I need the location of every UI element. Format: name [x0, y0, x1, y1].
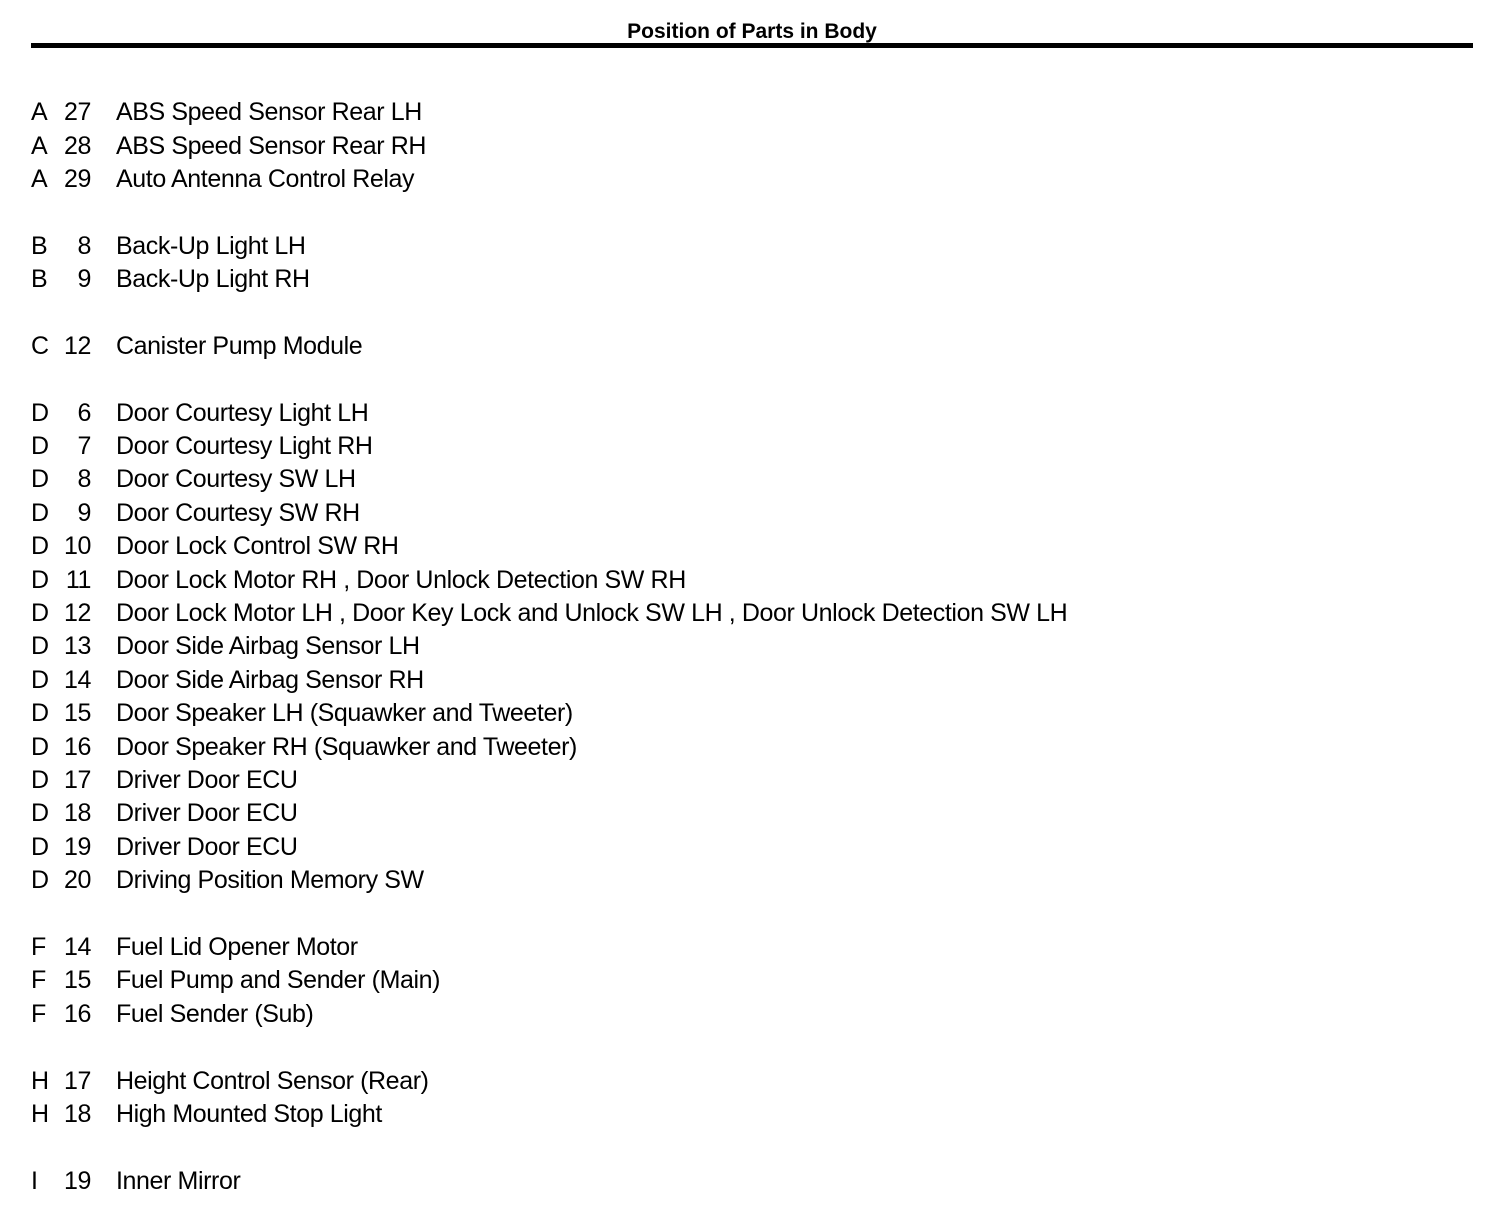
part-letter: I: [31, 1166, 38, 1195]
part-name: Auto Antenna Control Relay: [116, 164, 415, 193]
parts-group: [31, 96, 1471, 196]
part-letter: D: [31, 832, 49, 861]
part-number: 14: [63, 932, 91, 961]
part-name: Fuel Sender (Sub): [116, 999, 314, 1028]
parts-group: [31, 397, 1471, 898]
part-number: 15: [63, 966, 91, 995]
part-row: [31, 1165, 1471, 1198]
part-letter: B: [31, 265, 48, 294]
part-name: ABS Speed Sensor Rear LH: [116, 98, 422, 127]
part-row: [31, 831, 1471, 864]
part-letter: D: [31, 799, 49, 828]
part-row: [31, 463, 1471, 496]
parts-group: [31, 931, 1471, 1031]
part-letter: F: [31, 966, 46, 995]
part-row: [31, 263, 1471, 296]
part-name: Driver Door ECU: [116, 799, 298, 828]
part-letter: D: [31, 665, 49, 694]
part-letter: D: [31, 398, 49, 427]
part-row: [31, 330, 1471, 363]
part-row: [31, 730, 1471, 763]
part-row: [31, 797, 1471, 830]
part-name: Door Speaker LH (Squawker and Tweeter): [116, 699, 573, 728]
part-number: 28: [63, 131, 91, 160]
part-letter: D: [31, 732, 49, 761]
part-row: [31, 563, 1471, 596]
part-name: Fuel Lid Opener Motor: [116, 932, 358, 961]
part-letter: D: [31, 866, 49, 895]
part-letter: A: [31, 98, 48, 127]
part-name: Back-Up Light RH: [116, 265, 310, 294]
part-number: 12: [63, 331, 91, 360]
part-name: Door Courtesy Light RH: [116, 432, 373, 461]
part-name: Fuel Pump and Sender (Main): [116, 966, 441, 995]
part-number: 14: [63, 665, 91, 694]
part-number: 17: [63, 766, 91, 794]
part-name: Door Lock Motor RH , Door Unlock Detection SW RH: [116, 565, 686, 594]
part-name: Height Control Sensor (Rear): [116, 1066, 429, 1095]
part-number: 20: [63, 866, 91, 895]
part-name: Driving Position Memory SW: [116, 866, 424, 895]
part-row: [31, 129, 1471, 162]
part-number: 9: [77, 265, 91, 294]
part-row: [31, 998, 1471, 1031]
part-letter: D: [31, 432, 49, 461]
part-name: Door Courtesy SW LH: [116, 465, 356, 494]
part-name: Door Side Airbag Sensor RH: [116, 665, 424, 694]
part-name: Canister Pump Module: [116, 331, 363, 360]
parts-group: [31, 330, 1471, 363]
parts-group: [31, 1064, 1471, 1131]
part-number: 15: [63, 699, 91, 728]
part-letter: F: [31, 932, 46, 961]
part-letter: D: [31, 766, 49, 794]
part-name: Driver Door ECU: [116, 832, 298, 861]
part-number: 12: [63, 599, 91, 628]
part-letter: D: [31, 565, 49, 594]
part-row: [31, 764, 1471, 797]
part-letter: D: [31, 498, 49, 527]
part-letter: H: [31, 1066, 49, 1095]
part-name: Driver Door ECU: [116, 766, 298, 794]
part-letter: D: [31, 599, 49, 628]
part-number: 7: [77, 432, 91, 461]
part-row: [31, 1064, 1471, 1097]
part-letter: H: [31, 1099, 49, 1128]
part-row: [31, 497, 1471, 530]
part-row: [31, 931, 1471, 964]
parts-group: [31, 1165, 1471, 1198]
part-row: [31, 430, 1471, 463]
part-number: 10: [63, 532, 91, 561]
part-number: 8: [77, 465, 91, 494]
part-letter: D: [31, 532, 49, 561]
part-number: 13: [63, 632, 91, 661]
part-name: Door Lock Motor LH , Door Key Lock and Unlock SW LH , Door Unlock Detection SW LH: [116, 599, 1068, 628]
part-letter: C: [31, 331, 49, 360]
part-letter: F: [31, 999, 46, 1028]
page-title: Position of Parts in Body: [627, 20, 877, 43]
part-number: 17: [63, 1066, 91, 1095]
part-row: [31, 597, 1471, 630]
part-number: 8: [77, 231, 91, 260]
part-row: [31, 964, 1471, 997]
part-row: [31, 697, 1471, 730]
title-divider: [31, 43, 1473, 48]
part-number: 16: [63, 999, 91, 1028]
part-number: 19: [63, 1166, 91, 1195]
part-letter: D: [31, 699, 49, 728]
part-number: 11: [65, 565, 91, 594]
part-name: High Mounted Stop Light: [116, 1099, 382, 1128]
part-letter: B: [31, 231, 48, 260]
part-number: 29: [63, 164, 91, 193]
part-name: Inner Mirror: [116, 1166, 241, 1195]
parts-group: [31, 230, 1471, 297]
part-name: ABS Speed Sensor Rear RH: [116, 131, 427, 160]
part-row: [31, 630, 1471, 663]
part-row: [31, 664, 1471, 697]
part-number: 18: [63, 799, 91, 828]
part-number: 16: [63, 732, 91, 761]
part-name: Door Speaker RH (Squawker and Tweeter): [116, 732, 577, 761]
part-row: [31, 230, 1471, 263]
part-name: Door Side Airbag Sensor LH: [116, 632, 420, 661]
part-letter: D: [31, 632, 49, 661]
parts-list: [31, 96, 1471, 1231]
part-row: [31, 163, 1471, 196]
part-letter: D: [31, 465, 49, 494]
part-row: [31, 96, 1471, 129]
part-number: 27: [63, 98, 91, 127]
part-name: Door Courtesy SW RH: [116, 498, 360, 527]
part-name: Door Courtesy Light LH: [116, 398, 369, 427]
part-name: Back-Up Light LH: [116, 231, 306, 260]
part-number: 18: [63, 1099, 91, 1128]
part-letter: A: [31, 131, 48, 160]
part-row: [31, 864, 1471, 897]
part-number: 9: [77, 498, 91, 527]
part-row: [31, 1098, 1471, 1131]
part-row: [31, 530, 1471, 563]
part-number: 19: [63, 832, 91, 861]
part-number: 6: [77, 398, 91, 427]
part-name: Door Lock Control SW RH: [116, 532, 399, 561]
part-row: [31, 397, 1471, 430]
part-letter: A: [31, 164, 48, 193]
